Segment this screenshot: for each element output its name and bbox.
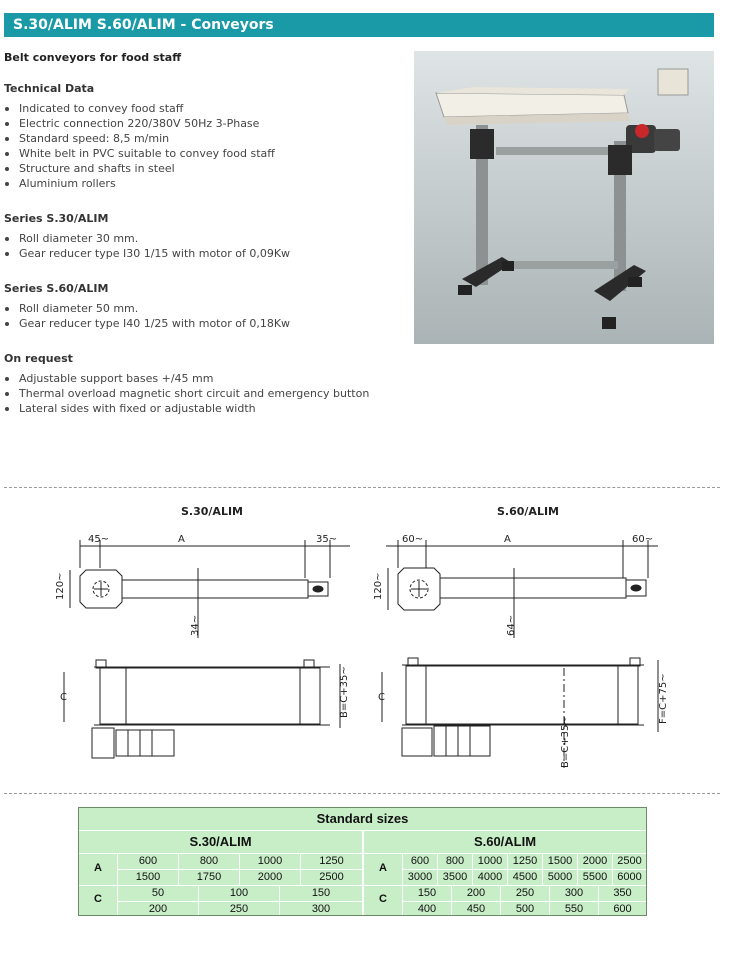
table-cell: 2500 (319, 871, 344, 883)
table-cell: 200 (466, 887, 486, 899)
series30-heading: Series S.30/ALIM (4, 212, 109, 225)
page-title: S.30/ALIM S.60/ALIM - Conveyors (4, 13, 714, 37)
table-cell: 1500 (135, 871, 161, 883)
series60-list (4, 301, 290, 331)
table-cell: 5000 (547, 871, 573, 883)
technical-data-heading: Technical Data (4, 82, 95, 95)
list-item: Roll diameter 50 mm. (4, 301, 290, 316)
table-cell: 2500 (617, 855, 642, 867)
s60-b-label: B=C+35~ (560, 716, 571, 768)
s30-height-dim: 120~ (55, 572, 66, 600)
table-cell: 800 (199, 855, 219, 867)
s30-drawing-title: S.30/ALIM (181, 505, 243, 518)
section-divider (4, 793, 720, 794)
list-item: Lateral sides with fixed or adjustable width (4, 401, 369, 416)
list-item: Standard speed: 8,5 m/min (4, 131, 275, 146)
table-cell: 2000 (582, 855, 608, 867)
table-cell: 200 (148, 903, 168, 915)
table-cell: 300 (311, 903, 331, 915)
s60-c-row-label: C (379, 893, 387, 905)
table-cell: 1000 (477, 855, 503, 867)
list-item: Roll diameter 30 mm. (4, 231, 290, 246)
table-cell: 50 (151, 887, 165, 899)
list-item: Aluminium rollers (4, 176, 275, 191)
s30-c-label: C (60, 692, 67, 703)
sizes-s30-header: S.30/ALIM (189, 834, 252, 849)
list-item: Structure and shafts in steel (4, 161, 275, 176)
table-cell: 4000 (477, 871, 503, 883)
table-cell: 600 (138, 855, 158, 867)
table-cell: 100 (229, 887, 249, 899)
table-cell: 3500 (442, 871, 468, 883)
table-cell: 600 (410, 855, 430, 867)
table-cell: 1500 (547, 855, 573, 867)
on-request-heading: On request (4, 352, 73, 365)
standard-sizes-table (78, 807, 647, 916)
table-cell: 150 (417, 887, 437, 899)
list-item: Electric connection 220/380V 50Hz 3-Phase (4, 116, 275, 131)
list-item: Adjustable support bases +/45 mm (4, 371, 369, 386)
s60-drawing-title: S.60/ALIM (497, 505, 559, 518)
s30-b-label: B=C+35~ (339, 666, 350, 718)
s60-c-label: C (378, 692, 385, 703)
s30-c-row-label: C (94, 893, 102, 905)
table-cell: 1000 (257, 855, 283, 867)
s30-a-label: A (178, 534, 185, 545)
list-item: Thermal overload magnetic short circuit and emergency button (4, 386, 369, 401)
s60-height-dim: 120~ (373, 572, 384, 600)
table-cell: 250 (515, 887, 535, 899)
section-divider (4, 487, 720, 488)
table-cell: 500 (515, 903, 535, 915)
table-cell: 5500 (582, 871, 608, 883)
conveyor-photo (414, 51, 714, 344)
s60-depth-dim: 64~ (506, 614, 517, 636)
s60-left-dim: 60~ (402, 534, 424, 545)
s30-a-row-label: A (94, 862, 102, 874)
s30-left-dim: 45~ (88, 534, 110, 545)
table-cell: 400 (417, 903, 437, 915)
s60-right-dim: 60~ (632, 534, 654, 545)
table-cell: 350 (613, 887, 632, 899)
table-cell: 250 (229, 903, 249, 915)
table-cell: 550 (564, 903, 584, 915)
table-cell: 4500 (512, 871, 538, 883)
s30-right-dim: 35~ (316, 534, 338, 545)
list-item: Indicated to convey food staff (4, 101, 275, 116)
on-request-list (4, 371, 369, 416)
series30-list (4, 231, 290, 261)
table-cell: 150 (311, 887, 331, 899)
series60-heading: Series S.60/ALIM (4, 282, 109, 295)
s60-a-row-label: A (379, 862, 387, 874)
table-cell: 450 (466, 903, 486, 915)
table-cell: 1750 (196, 871, 222, 883)
table-cell: 800 (445, 855, 465, 867)
table-cell: 1250 (512, 855, 538, 867)
s30-technical-drawing (50, 528, 370, 778)
s60-technical-drawing (368, 528, 688, 778)
sizes-s60-header: S.60/ALIM (473, 834, 537, 849)
table-cell: 3000 (407, 871, 433, 883)
page-subtitle: Belt conveyors for food staff (4, 51, 182, 64)
list-item: White belt in PVC suitable to convey food staff (4, 146, 275, 161)
s60-f-label: F=C+75~ (658, 673, 669, 724)
table-cell: 300 (564, 887, 584, 899)
table-cell: 1250 (319, 855, 344, 867)
table-cell: 6000 (617, 871, 642, 883)
sizes-title: Standard sizes (316, 811, 409, 826)
table-cell: 2000 (257, 871, 283, 883)
s30-depth-dim: 34~ (190, 614, 201, 636)
list-item: Gear reducer type I30 1/15 with motor of 0,09Kw (4, 246, 290, 261)
technical-data-list (4, 101, 275, 191)
table-cell: 600 (613, 903, 632, 915)
s60-a-label: A (504, 534, 511, 545)
list-item: Gear reducer type I40 1/25 with motor of 0,18Kw (4, 316, 290, 331)
